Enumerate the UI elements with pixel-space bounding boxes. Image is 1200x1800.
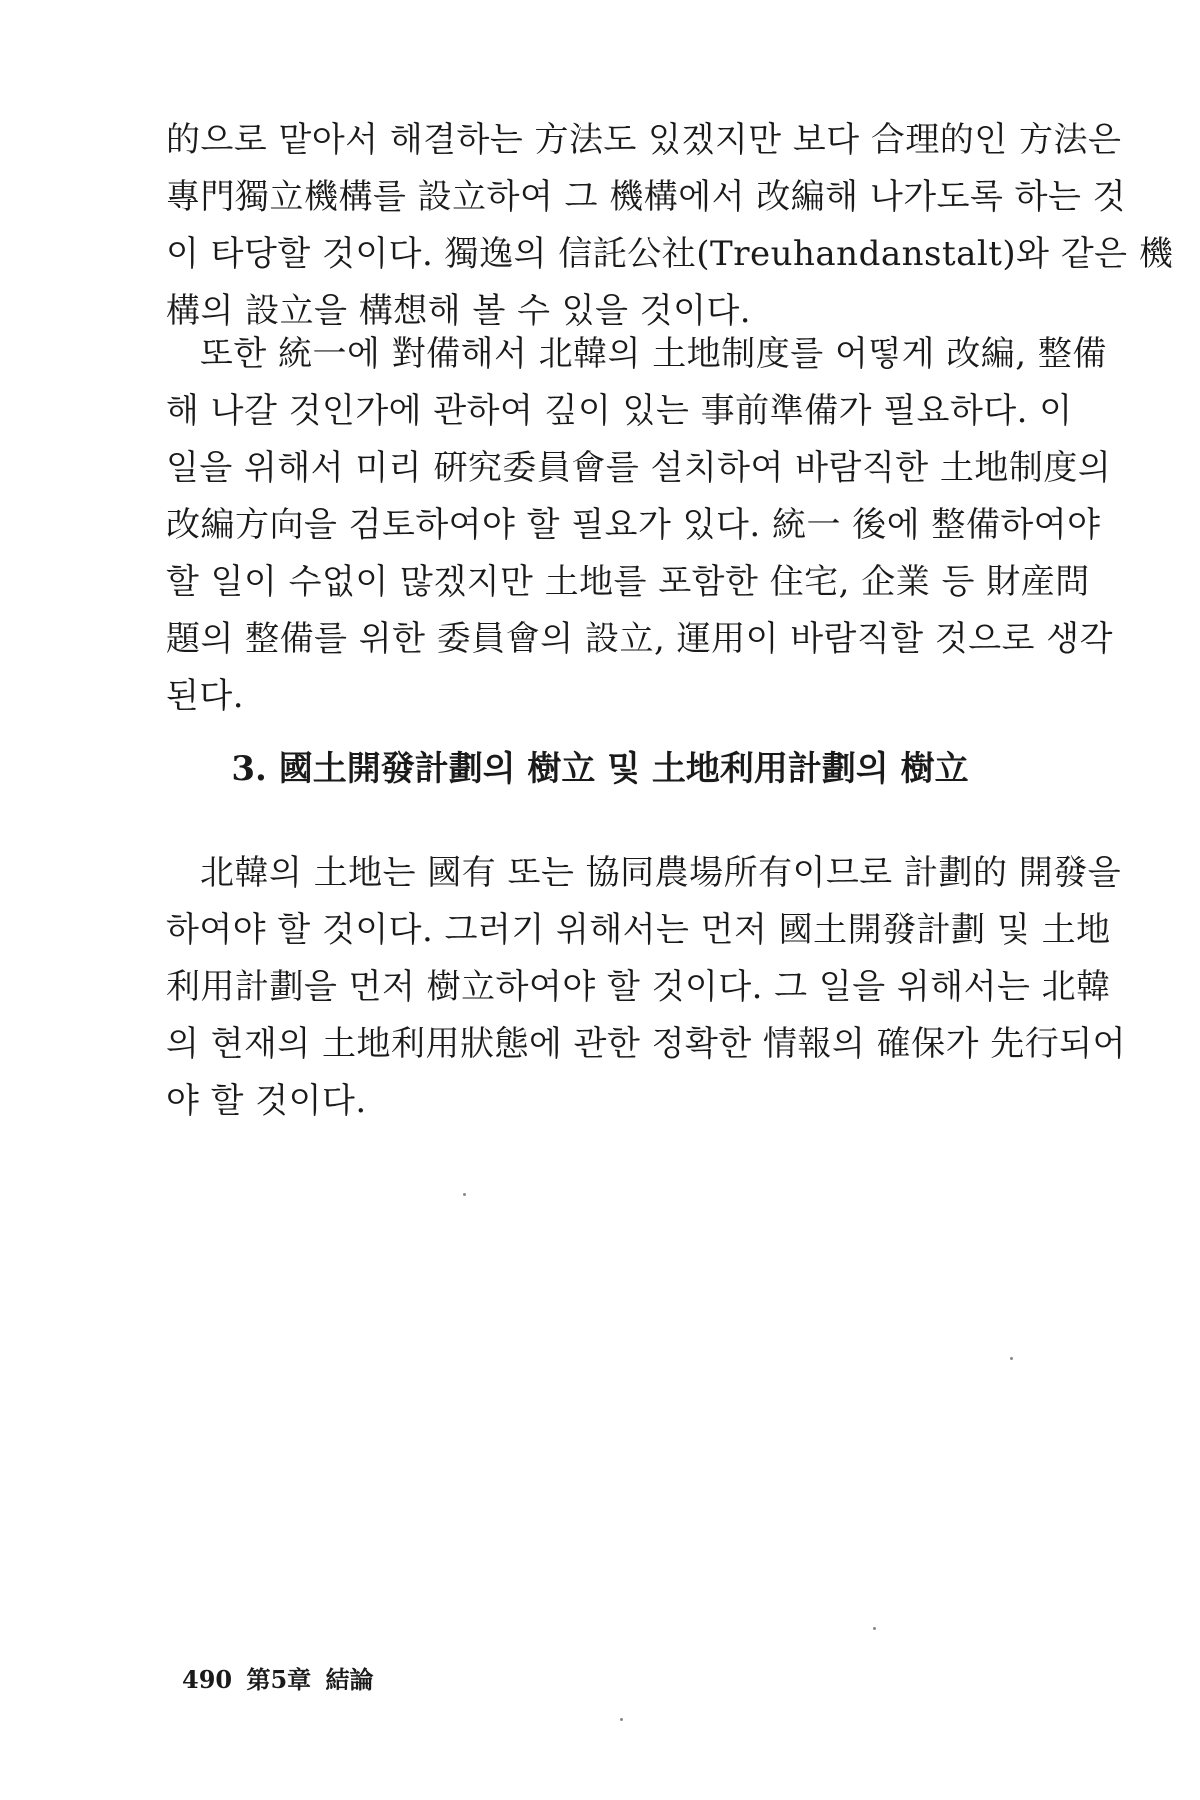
paragraph-2: [166, 326, 1113, 725]
text-line: 改編方向을 검토하여야 할 필요가 있다. 統一 後에 整備하여야: [166, 505, 1101, 545]
scan-speck: [620, 1718, 623, 1721]
page-footer: [182, 1660, 374, 1695]
scan-speck: [463, 1193, 466, 1196]
chapter-title: 結論: [325, 1665, 374, 1694]
text-line: 利用計劃을 먼저 樹立하여야 할 것이다. 그 일을 위해서는 北韓: [166, 967, 1111, 1007]
text-line: 專門獨立機構를 設立하여 그 機構에서 改編해 나가도록 하는 것: [166, 177, 1126, 217]
text-line: 해 나갈 것인가에 관하여 깊이 있는 事前準備가 필요하다. 이: [166, 391, 1073, 431]
text-line: 北韓의 土地는 國有 또는 協同農場所有이므로 計劃的 開發을: [200, 853, 1122, 893]
text-line: 하여야 할 것이다. 그러기 위해서는 먼저 國土開發計劃 및 土地: [166, 910, 1111, 950]
chapter-number: 第5章: [246, 1665, 312, 1694]
text-line: 일을 위해서 미리 硏究委員會를 설치하여 바람직한 土地制度의: [166, 448, 1112, 488]
text-line: 構의 設立을 構想해 볼 수 있을 것이다.: [166, 291, 752, 331]
text-line: 또한 統一에 對備해서 北韓의 土地制度를 어떻게 改編, 整備: [200, 334, 1107, 374]
text-line: 된다.: [166, 676, 244, 716]
text-line: 할 일이 수없이 많겠지만 土地를 포함한 住宅, 企業 등 財産問: [166, 562, 1090, 602]
page-number: 490: [182, 1665, 233, 1694]
text-line: 的으로 맡아서 해결하는 方法도 있겠지만 보다 合理的인 方法은: [166, 120, 1122, 160]
paragraph-1: [166, 112, 1174, 340]
scan-speck: [1010, 1357, 1013, 1360]
scan-speck: [873, 1627, 876, 1630]
section-heading: 3. 國土開發計劃의 樹立 및 土地利用計劃의 樹立: [231, 749, 969, 789]
text-line: 題의 整備를 위한 委員會의 設立, 運用이 바람직할 것으로 생각: [166, 619, 1113, 659]
text-line: 의 현재의 土地利用狀態에 관한 정확한 情報의 確保가 先行되어: [166, 1024, 1126, 1064]
paragraph-3: [166, 845, 1126, 1130]
text-line: 야 할 것이다.: [166, 1081, 367, 1121]
text-line: 이 타당할 것이다. 獨逸의 信託公社(Treuhandanstalt)와 같은 機: [166, 234, 1174, 274]
